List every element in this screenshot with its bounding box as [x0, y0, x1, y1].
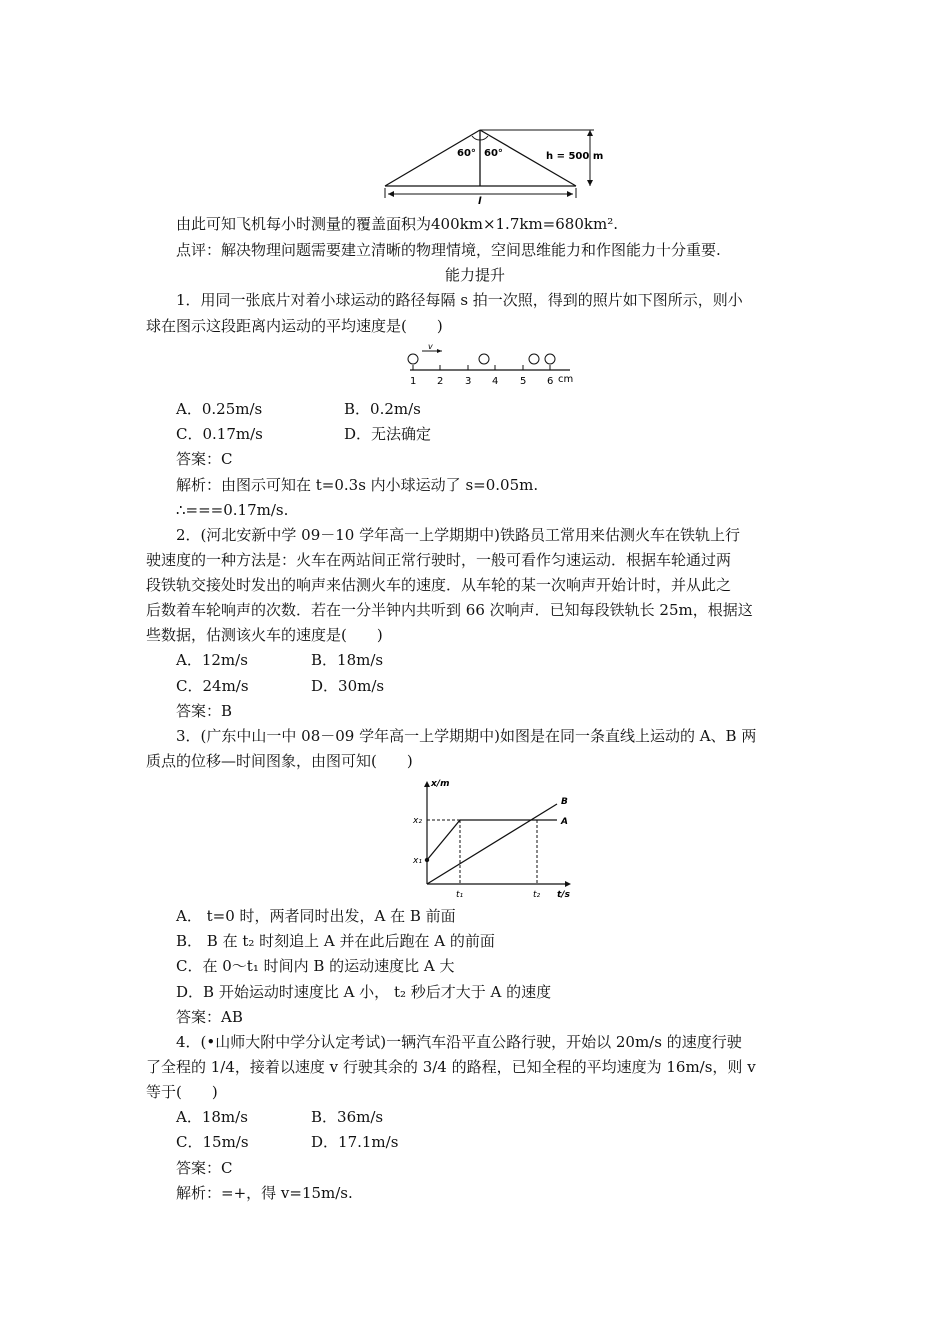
ball-3: [529, 354, 539, 364]
q1-option-c: C．0.17m/s: [176, 425, 263, 443]
q1-option-b: B．0.2m/s: [344, 400, 421, 418]
q2-option-b: B．18m/s: [311, 651, 384, 669]
q2-option-c: C．24m/s: [176, 677, 249, 695]
q3-y-label: x/m: [431, 779, 450, 789]
q3-x1-label: x₁: [413, 856, 422, 866]
q1-tick-4: 4: [492, 376, 499, 387]
q4-option-a: A．18m/s: [176, 1108, 248, 1126]
ball-4: [545, 354, 555, 364]
height-label: h = 500 m: [546, 151, 604, 162]
q4-option-d: D．17.1m/s: [311, 1133, 399, 1151]
ball-2: [479, 354, 489, 364]
base-label: l: [478, 196, 482, 206]
q1-tick-1: 1: [410, 376, 417, 387]
q1-photo-figure: [402, 343, 582, 389]
q1-tick-6: 6: [547, 376, 554, 387]
q3-answer: 答案：AB: [176, 1008, 243, 1026]
plane-coverage-figure: [380, 124, 610, 206]
q1-unit-label: cm: [558, 374, 574, 385]
angle-left-label: 60°: [457, 148, 476, 159]
q3-x2-label: x₂: [413, 816, 422, 826]
q4-option-c: C．15m/s: [176, 1133, 249, 1151]
q3-option-d: D．B 开始运动时速度比 A 小， t₂ 秒后才大于 A 的速度: [176, 983, 552, 1001]
q1-v-label: v: [428, 343, 433, 351]
q1-stem-line1: 1．用同一张底片对着小球运动的路径每隔 s 拍一次照，得到的照片如下图所示，则小: [176, 291, 743, 309]
q4-stem-line3: 等于( ): [146, 1083, 218, 1101]
q2-stem-line3: 段铁轨交接处时发出的响声来估测火车的速度．从车轮的某一次响声开始计时，并从此之: [146, 576, 732, 594]
q2-option-a: A．12m/s: [176, 651, 248, 669]
q1-stem-line2: 球在图示这段距离内运动的平均速度是( ): [146, 317, 443, 335]
line-a-rise: [427, 820, 460, 860]
comment-text: 点评：解决物理问题需要建立清晰的物理情境，空间思维能力和作图能力十分重要.: [176, 241, 721, 259]
q3-b-label: B: [561, 797, 568, 807]
q3-x-label: t/s: [557, 890, 570, 900]
q3-xt-graph: [383, 776, 583, 900]
q1-tick-3: 3: [465, 376, 472, 387]
q3-t1-label: t₁: [456, 890, 464, 900]
q1-option-d: D．无法确定: [344, 425, 432, 443]
q2-stem-line5: 些数据，估测该火车的速度是( ): [146, 626, 383, 644]
q3-option-b: B． B 在 t₂ 时刻追上 A 并在此后跑在 A 的前面: [176, 932, 495, 950]
q1-tick-2: 2: [437, 376, 444, 387]
q2-option-d: D．30m/s: [311, 677, 385, 695]
q3-option-c: C．在 0～t₁ 时间内 B 的运动速度比 A 大: [176, 957, 455, 975]
q4-stem-line2: 了全程的 1/4，接着以速度 v 行驶其余的 3/4 的路程，已知全程的平均速度为 16m/s，则 v: [146, 1058, 756, 1076]
q2-stem-line1: 2．(河北安新中学 09－10 学年高一上学期期中)铁路员工常用来估测火车在铁轨上行: [176, 526, 740, 544]
q4-analysis: 解析：=+，得 v=15m/s.: [176, 1184, 353, 1202]
point-a-start: [425, 858, 429, 862]
coverage-text: 由此可知飞机每小时测量的覆盖面积为400km×1.7km=680km².: [176, 215, 618, 233]
q2-stem-line4: 后数着车轮响声的次数．若在一分半钟内共听到 66 次响声．已知每段铁轨长 25m，根据这: [146, 601, 753, 619]
q3-a-label: A: [561, 817, 568, 827]
q4-answer: 答案：C: [176, 1159, 233, 1177]
q2-answer: 答案：B: [176, 702, 233, 720]
q2-stem-line2: 驶速度的一种方法是：火车在两站间正常行驶时，一般可看作匀速运动．根据车轮通过两: [146, 551, 732, 569]
q1-result: ∴===0.17m/s.: [176, 501, 289, 519]
q4-stem-line1: 4．(•山师大附中学分认定考试)一辆汽车沿平直公路行驶，开始以 20m/s 的速度行驶: [176, 1033, 742, 1051]
angle-right-label: 60°: [484, 148, 503, 159]
q1-answer: 答案：C: [176, 450, 233, 468]
q3-stem-line1: 3．(广东中山一中 08－09 学年高一上学期期中)如图是在同一条直线上运动的 A、B 两: [176, 727, 757, 745]
q1-option-a: A．0.25m/s: [176, 400, 263, 418]
q3-stem-line2: 质点的位移—时间图象，由图可知( ): [146, 752, 413, 770]
ball-1: [408, 354, 418, 364]
section-title: 能力提升: [444, 266, 505, 284]
q3-option-a: A． t=0 时，两者同时出发，A 在 B 前面: [176, 907, 456, 925]
q1-tick-5: 5: [520, 376, 527, 387]
q4-option-b: B．36m/s: [311, 1108, 384, 1126]
q3-t2-label: t₂: [533, 890, 541, 900]
q1-analysis: 解析：由图示可知在 t=0.3s 内小球运动了 s=0.05m.: [176, 476, 539, 494]
